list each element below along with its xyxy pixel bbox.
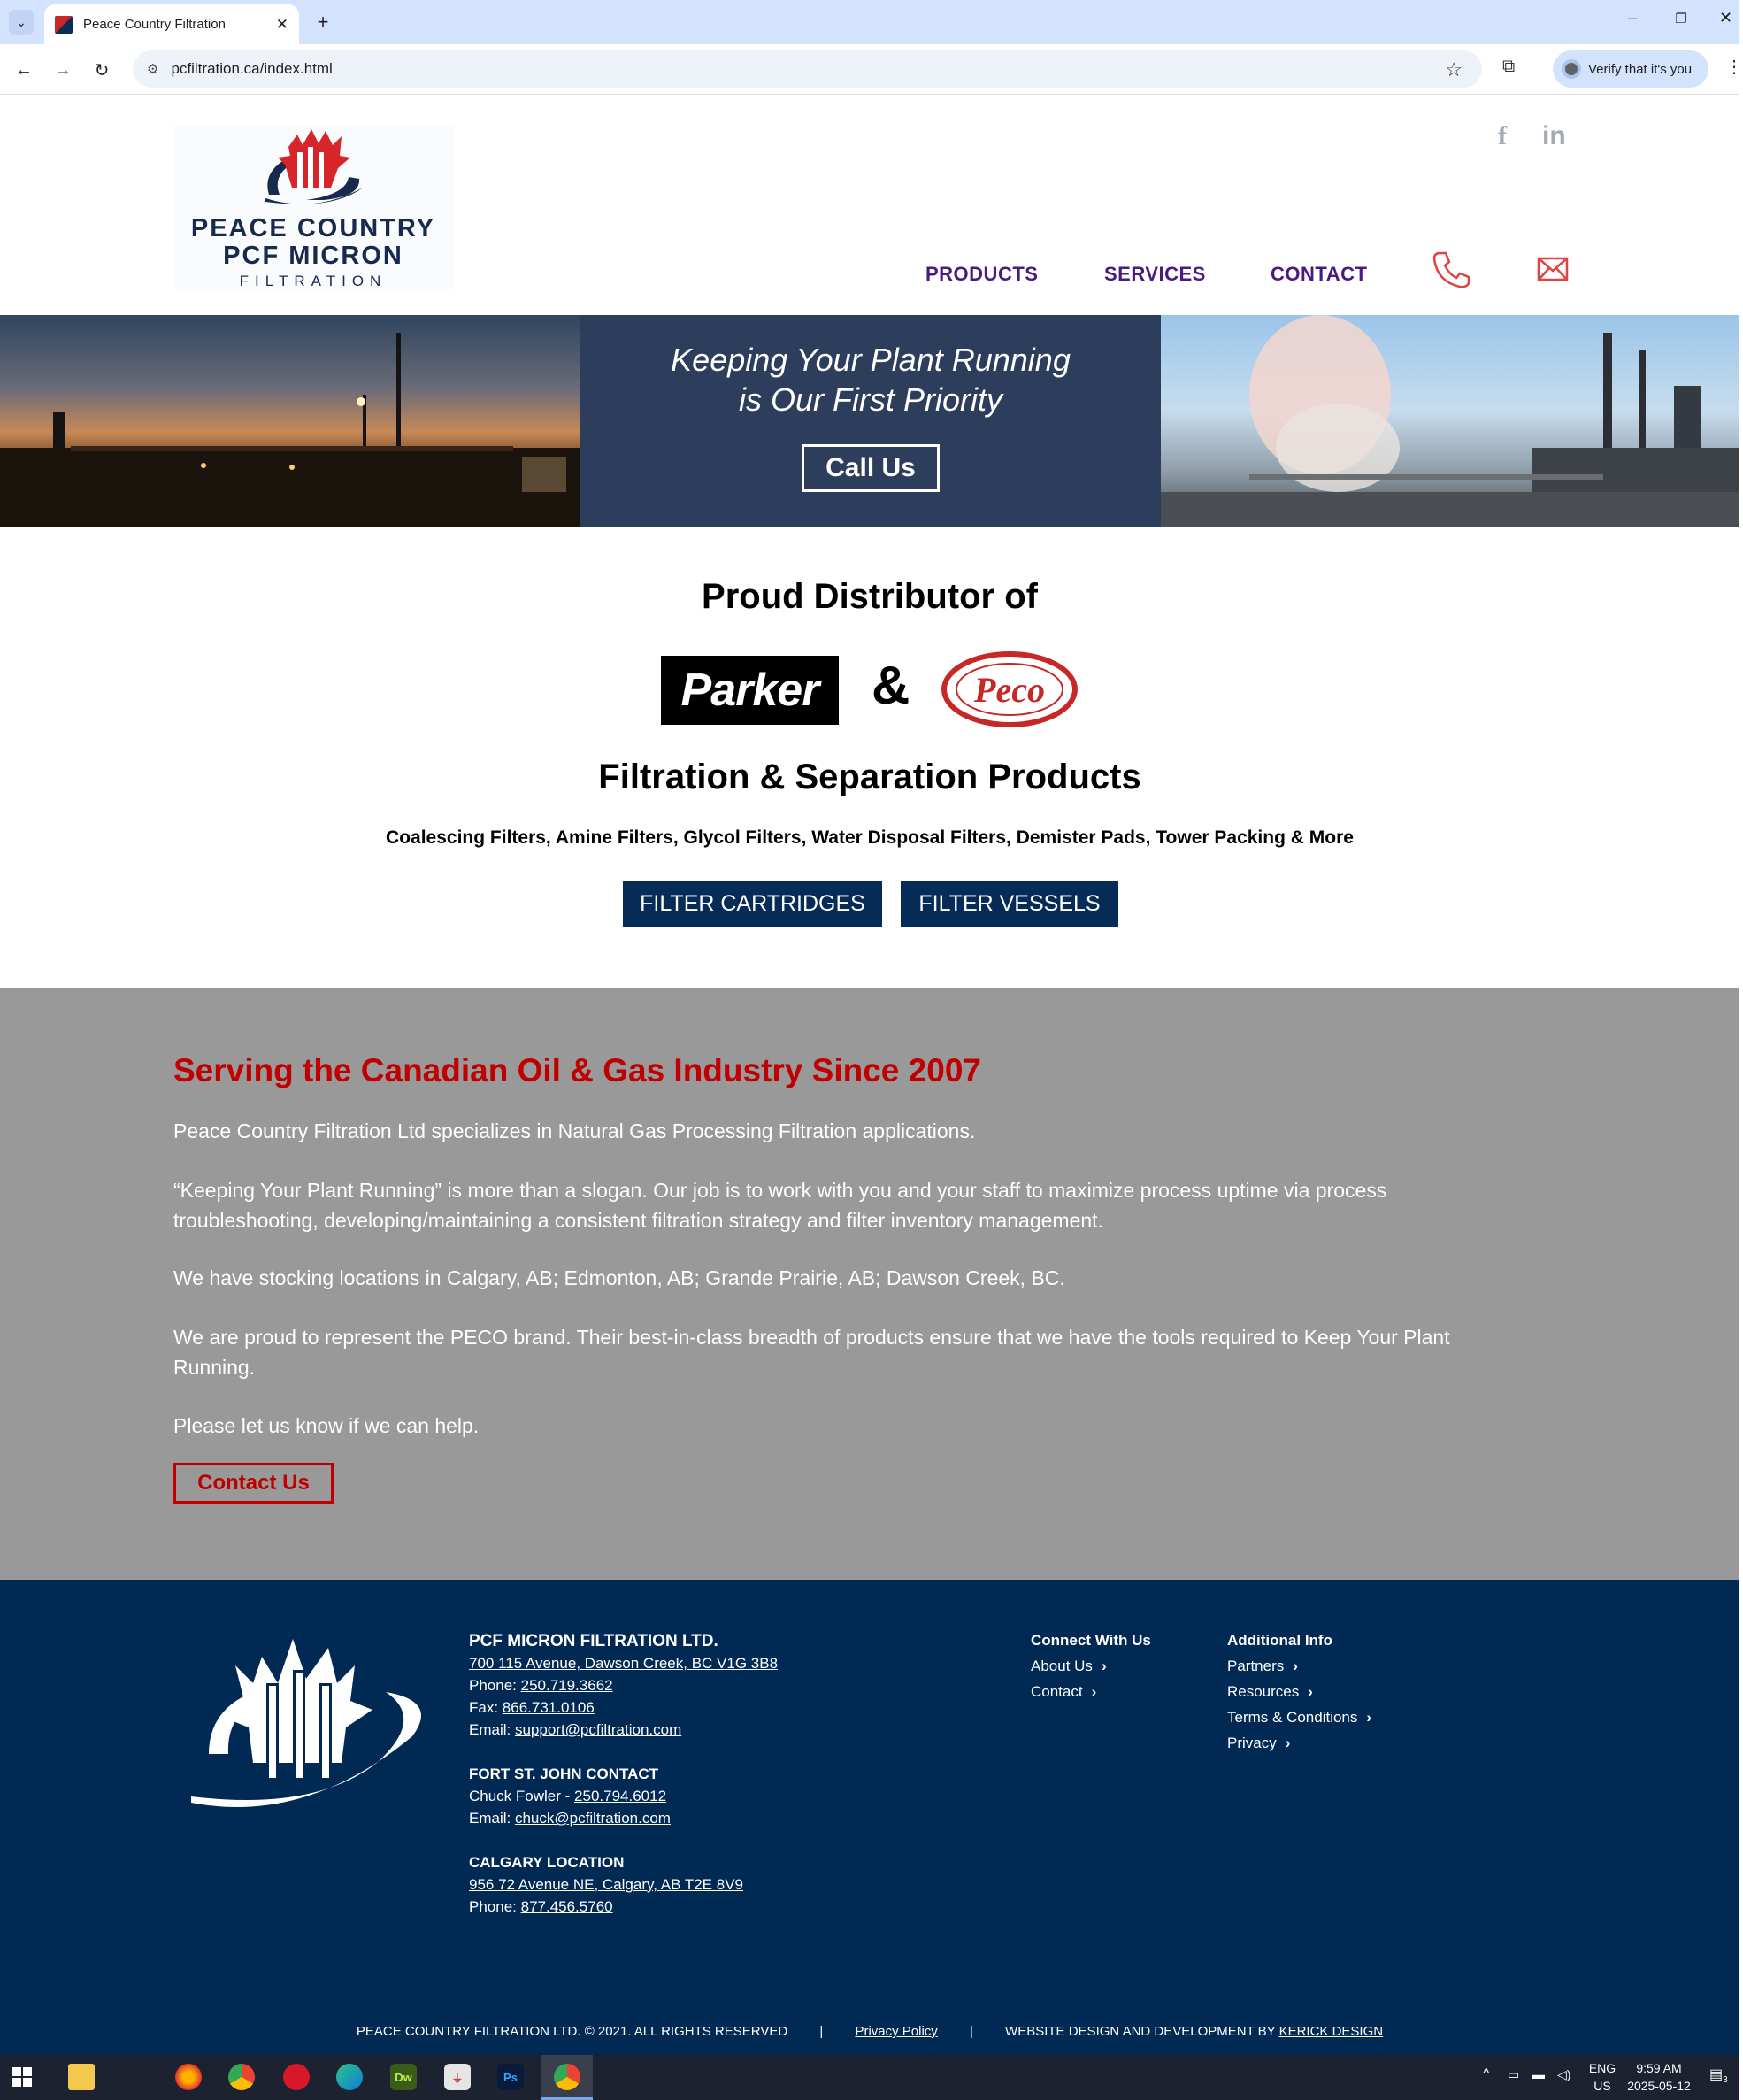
footer-legal-bar xyxy=(0,2024,1739,2039)
copyright-text: PEACE COUNTRY FILTRATION LTD. © 2021. ALL RIGHTS RESERVED xyxy=(356,2024,788,2039)
lang-line-2: US xyxy=(1593,2079,1611,2093)
footer-calgary-phone-label: Phone: xyxy=(469,1898,521,1915)
footer-connect-heading: Connect With Us xyxy=(1031,1632,1151,1649)
chevron-right-icon: › xyxy=(1366,1709,1372,1726)
restore-button[interactable]: ❐ xyxy=(1675,12,1687,27)
about-paragraph-2: “Keeping Your Plant Running” is more than a slogan. Our job is to work with you and your staff to maximize process uptime via process troubleshooting, developing/maintaining a consistent filtration strategy and filter inventory management. xyxy=(173,1179,1387,1232)
footer-calgary-phone-row xyxy=(469,1896,778,1918)
extensions-icon[interactable]: ⧉ xyxy=(1502,57,1516,76)
footer-phone-row xyxy=(469,1674,778,1696)
footer-link-partners[interactable] xyxy=(1227,1653,1371,1679)
kerick-design-link[interactable]: KERICK DESIGN xyxy=(1278,2024,1384,2039)
site-header xyxy=(0,95,1739,315)
footer-link-label: Terms & Conditions xyxy=(1227,1709,1358,1726)
footer-fsj-phone-row xyxy=(469,1785,778,1807)
edge-icon[interactable] xyxy=(336,2064,363,2090)
footer-link-resources[interactable] xyxy=(1227,1679,1371,1704)
chevron-right-icon: › xyxy=(1091,1683,1097,1700)
address-bar[interactable] xyxy=(133,50,1482,88)
tab-search-button[interactable] xyxy=(9,10,34,35)
reload-icon[interactable]: ↻ xyxy=(94,60,110,81)
footer-link-label: Resources xyxy=(1227,1683,1300,1700)
dreamweaver-icon[interactable]: Dw xyxy=(390,2064,417,2090)
privacy-policy-link[interactable]: Privacy Policy xyxy=(855,2024,938,2039)
hero-tagline-line-1: Keeping Your Plant Running xyxy=(671,342,1071,378)
bookmark-star-icon[interactable]: ☆ xyxy=(1445,58,1463,81)
footer-logo-emblem-icon xyxy=(173,1630,430,1825)
hero-image-sunset-plant xyxy=(0,315,580,527)
back-icon[interactable]: ← xyxy=(15,59,33,80)
url-text[interactable]: pcfiltration.ca/index.html xyxy=(171,60,333,77)
phone-icon[interactable] xyxy=(1432,250,1470,288)
profile-avatar-icon xyxy=(1562,59,1581,79)
firefox-icon[interactable] xyxy=(175,2064,202,2090)
footer-link-label: About Us xyxy=(1031,1658,1093,1674)
mail-icon[interactable] xyxy=(1537,257,1569,281)
peco-logo xyxy=(940,649,1079,730)
plant-silhouette xyxy=(0,315,580,527)
hero-image-refinery xyxy=(1161,315,1739,527)
facebook-icon[interactable]: f xyxy=(1498,121,1507,150)
chrome-active-icon[interactable] xyxy=(554,2064,580,2090)
footer-email-row xyxy=(469,1719,778,1741)
hero-message-panel xyxy=(580,315,1161,527)
photoshop-icon[interactable]: Ps xyxy=(497,2064,524,2090)
footer-fsj-email-row xyxy=(469,1807,778,1829)
products-heading: Filtration & Separation Products xyxy=(598,758,1141,796)
footer-calgary-address-link[interactable]: 956 72 Avenue NE, Calgary, AB T2E 8V9 xyxy=(469,1876,743,1893)
footer-calgary-heading: CALGARY LOCATION xyxy=(469,1854,625,1871)
lang-line-1: ENG xyxy=(1588,2061,1616,2075)
footer-company-name: PCF MICRON FILTRATION LTD. xyxy=(469,1632,718,1650)
footer-connect-column xyxy=(1031,1627,1151,1704)
footer-fsj-email-label: Email: xyxy=(469,1810,515,1827)
network-icon[interactable]: ▭ xyxy=(1508,2067,1520,2081)
footer-link-label: Contact xyxy=(1031,1683,1083,1700)
footer-fax-link[interactable]: 866.731.0106 xyxy=(502,1699,595,1716)
notification-count: 3 xyxy=(1723,2075,1728,2086)
language-indicator[interactable] xyxy=(1586,2059,1618,2095)
chevron-right-icon: › xyxy=(1101,1658,1107,1674)
footer-info-heading: Additional Info xyxy=(1227,1632,1332,1649)
products-list: Coalescing Filters, Amine Filters, Glycol Filters, Water Disposal Filters, Demister Pads, Tower Packing & More xyxy=(386,827,1354,848)
tab-close-icon[interactable]: ✕ xyxy=(275,15,288,33)
about-heading: Serving the Canadian Oil & Gas Industry Since 2007 xyxy=(173,1052,981,1088)
windows-start-icon[interactable] xyxy=(12,2067,32,2087)
windows-taskbar xyxy=(0,2055,1739,2100)
browser-tab[interactable] xyxy=(44,4,299,44)
separator: | xyxy=(969,2024,973,2039)
footer-phone-link[interactable]: 250.719.3662 xyxy=(520,1677,613,1694)
chevron-right-icon: › xyxy=(1285,1735,1291,1751)
footer-link-about-us[interactable] xyxy=(1031,1653,1151,1679)
logo-line-1: PEACE COUNTRY xyxy=(190,214,436,242)
chevron-down-icon: ⌄ xyxy=(16,14,27,29)
hero-tagline-line-2: is Our First Priority xyxy=(738,381,1002,418)
verify-label: Verify that it's you xyxy=(1588,61,1693,77)
footer-fsj-heading: FORT ST. JOHN CONTACT xyxy=(469,1765,659,1782)
footer-email-link[interactable]: support@pcfiltration.com xyxy=(514,1721,682,1738)
footer-fsj-email-link[interactable]: chuck@pcfiltration.com xyxy=(514,1810,671,1827)
peco-logo-text: Peco xyxy=(974,670,1045,710)
chevron-right-icon: › xyxy=(1293,1658,1298,1674)
clock[interactable] xyxy=(1621,2059,1697,2095)
favicon-icon xyxy=(55,16,73,34)
battery-icon[interactable]: ▬ xyxy=(1532,2067,1545,2081)
credit-text: WEBSITE DESIGN AND DEVELOPMENT BY xyxy=(1005,2024,1279,2039)
footer-fsj-name: Chuck Fowler - xyxy=(469,1788,575,1804)
linkedin-icon[interactable]: in xyxy=(1542,121,1566,150)
footer-contact-block xyxy=(469,1630,778,1918)
chevron-right-icon: › xyxy=(1308,1683,1313,1700)
browser-toolbar xyxy=(0,44,1743,95)
footer-email-label: Email: xyxy=(469,1721,515,1738)
forward-icon[interactable]: → xyxy=(54,59,72,80)
browser-tab-strip xyxy=(0,0,1739,44)
site-footer xyxy=(0,1580,1739,2055)
hero-banner xyxy=(0,315,1739,527)
separator: | xyxy=(819,2024,824,2039)
ampersand: & xyxy=(872,656,910,715)
about-section xyxy=(0,988,1739,1580)
file-explorer-icon[interactable] xyxy=(68,2064,95,2090)
site-logo[interactable] xyxy=(173,126,453,289)
contact-us-button[interactable]: Contact Us xyxy=(173,1463,334,1504)
tab-title: Peace Country Filtration xyxy=(83,17,226,32)
opera-icon[interactable] xyxy=(283,2064,310,2090)
profile-verify-button[interactable] xyxy=(1553,50,1708,88)
call-us-button[interactable]: Call Us xyxy=(802,444,940,492)
refinery-silhouette xyxy=(1161,315,1739,527)
chrome-icon[interactable] xyxy=(228,2064,255,2090)
footer-phone-label: Phone: xyxy=(469,1677,521,1694)
window-close-button[interactable]: ✕ xyxy=(1718,9,1733,27)
parker-logo: Parker xyxy=(661,656,839,725)
footer-link-terms[interactable] xyxy=(1227,1704,1371,1730)
about-paragraph-5: Please let us know if we can help. xyxy=(173,1414,480,1437)
notification-icon[interactable]: $▤_3$ xyxy=(1709,2067,1728,2086)
distributor-heading: Proud Distributor of xyxy=(702,577,1038,616)
about-paragraph-3: We have stocking locations in Calgary, AB; Edmonton, AB; Grande Prairie, AB; Dawson Creek, BC. xyxy=(173,1266,1065,1289)
volume-icon[interactable]: ◁) xyxy=(1557,2067,1571,2081)
new-tab-button[interactable]: + xyxy=(317,11,329,33)
about-paragraph-4: We are proud to represent the PECO brand. Their best-in-class breadth of products ensure that we have the tools required to Keep Your Plant Running. xyxy=(173,1326,1450,1379)
menu-kebab-icon[interactable]: ⋮ xyxy=(1725,58,1743,77)
footer-link-label: Privacy xyxy=(1227,1735,1277,1751)
minimize-button[interactable]: – xyxy=(1627,9,1637,27)
footer-fax-row xyxy=(469,1696,778,1719)
footer-link-label: Partners xyxy=(1227,1658,1285,1674)
clock-date: 2025-05-12 xyxy=(1627,2079,1691,2093)
about-paragraph-1: Peace Country Filtration Ltd specializes in Natural Gas Processing Filtration applications. xyxy=(173,1119,976,1142)
logo-emblem-icon xyxy=(173,126,453,214)
logo-line-3: FILTRATION xyxy=(239,273,388,289)
filter-vessels-button[interactable]: FILTER VESSELS xyxy=(901,881,1118,927)
footer-info-column xyxy=(1227,1627,1371,1756)
clock-time: 9:59 AM xyxy=(1636,2061,1682,2075)
nav-services[interactable]: SERVICES xyxy=(1104,263,1206,285)
tray-chevron-up-icon[interactable]: ^ xyxy=(1483,2066,1490,2081)
nav-products[interactable]: PRODUCTS xyxy=(925,263,1039,285)
nav-contact[interactable]: CONTACT xyxy=(1271,263,1368,285)
site-info-icon[interactable]: ⚙ xyxy=(147,62,159,77)
footer-fsj-phone-link[interactable]: 250.794.6012 xyxy=(574,1788,667,1804)
footer-link-contact[interactable] xyxy=(1031,1679,1151,1704)
footer-address-link[interactable]: 700 115 Avenue, Dawson Creek, BC V1G 3B8 xyxy=(469,1655,779,1672)
acrobat-icon[interactable]: ⏚ xyxy=(444,2064,471,2090)
logo-line-2: PCF MICRON xyxy=(223,242,403,270)
footer-calgary-phone-link[interactable]: 877.456.5760 xyxy=(520,1898,613,1915)
footer-fax-label: Fax: xyxy=(469,1699,503,1716)
footer-link-privacy[interactable] xyxy=(1227,1730,1371,1756)
filter-cartridges-button[interactable]: FILTER CARTRIDGES xyxy=(623,881,882,927)
